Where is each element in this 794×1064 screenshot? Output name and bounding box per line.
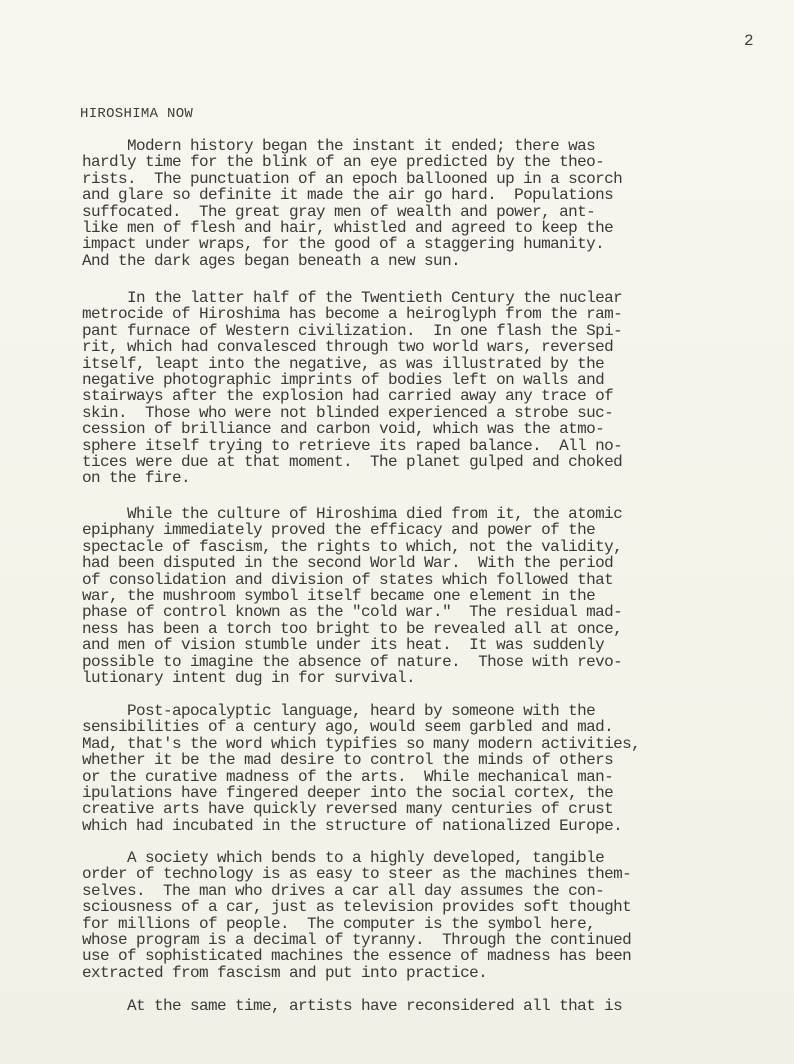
text-line: pant furnace of Western civilization. In one flash the Spi- [82, 321, 623, 340]
text-line: epiphany immediately proved the efficacy and power of the [82, 521, 596, 540]
text-line: suffocated. The great gray men of wealth and power, ant- [82, 202, 596, 221]
text-line: impact under wraps, for the good of a staggering humanity. [82, 235, 605, 254]
text-line: possible to imagine the absence of nature. Those with revo- [82, 652, 623, 671]
text-line: ness has been a torch too bright to be revealed all at once, [82, 619, 623, 638]
text-line: skin. Those who were not blinded experienced a strobe suc- [82, 403, 614, 422]
text-line: creative arts have quickly reversed many centuries of crust [82, 800, 614, 819]
text-line: In the latter half of the Twentieth Century the nuclear [82, 289, 623, 307]
text-line: like men of flesh and hair, whistled and agreed to keep the [82, 219, 614, 238]
text-line: A society which bends to a highly developed, tangible [82, 849, 605, 867]
text-line: sphere itself trying to retrieve its raped balance. All no- [82, 436, 623, 455]
text-line: lutionary intent dug in for survival. [82, 669, 416, 688]
text-line: use of sophisticated machines the essence of madness has been [82, 947, 632, 966]
text-line: selves. The man who drives a car all day assumes the con- [82, 881, 605, 900]
text-line: tices were due at that moment. The planet gulped and choked [82, 453, 623, 472]
text-line: whose program is a decimal of tyranny. Through the continued [82, 931, 632, 950]
text-line: of consolidation and division of states which followed that [82, 570, 614, 589]
text-line: and men of vision stumble under its heat. It was suddenly [82, 636, 605, 655]
text-line: Mad, that's the word which typifies so many modern activities, [82, 734, 641, 753]
text-line: which had incubated in the structure of nationalized Europe. [82, 816, 623, 835]
text-line: cession of brilliance and carbon void, which was the atmo- [82, 420, 605, 439]
page-number: 2 [744, 32, 754, 50]
text-line: stairways after the explosion had carried away any trace of [82, 387, 614, 406]
text-line: war, the mushroom symbol itself became one element in the [82, 587, 596, 606]
text-line: spectacle of fascism, the rights to which, not the validity, [82, 537, 623, 556]
paragraph-6 [82, 998, 622, 1014]
text-line: Modern history began the instant it ended; there was [82, 137, 596, 155]
text-line: While the culture of Hiroshima died from it, the atomic [82, 505, 623, 523]
text-line: Post-apocalyptic language, heard by someone with the [82, 702, 596, 720]
text-line: and glare so definite it made the air go hard. Populations [82, 186, 614, 205]
text-line: order of technology is as easy to steer as the machines them- [82, 865, 632, 884]
text-line: extracted from fascism and put into practice. [82, 963, 488, 982]
text-line: phase of control known as the "cold war." The residual mad- [82, 603, 623, 622]
text-line: ipulations have fingered deeper into the social cortex, the [82, 784, 614, 803]
paragraph-2 [82, 290, 622, 487]
text-line: rit, which had convalesced through two world wars, reversed [82, 338, 614, 357]
text-line: had been disputed in the second World War. With the period [82, 554, 614, 573]
document-title: HIROSHIMA NOW [80, 106, 194, 122]
text-line: At the same time, artists have reconsidered all that is [82, 997, 623, 1015]
text-line: And the dark ages began beneath a new sun. [82, 251, 461, 270]
paragraph-1 [82, 138, 622, 269]
text-line: negative photographic imprints of bodies left on walls and [82, 371, 605, 390]
text-line: hardly time for the blink of an eye predicted by the theo- [82, 153, 605, 172]
paragraph-4 [82, 703, 640, 834]
text-line: on the fire. [82, 469, 191, 488]
paragraph-5 [82, 850, 631, 981]
text-line: sciousness of a car, just as television provides soft thought [82, 898, 632, 917]
text-line: for millions of people. The computer is the symbol here, [82, 914, 596, 933]
text-line: sensibilities of a century ago, would seem garbled and mad. [82, 718, 614, 737]
text-line: or the curative madness of the arts. While mechanical man- [82, 767, 614, 786]
text-line: rists. The punctuation of an epoch ballooned up in a scorch [82, 169, 623, 188]
text-line: metrocide of Hiroshima has become a heiroglyph from the ram- [82, 305, 623, 324]
paragraph-3 [82, 506, 622, 686]
text-line: whether it be the mad desire to control the minds of others [82, 751, 614, 770]
text-line: itself, leapt into the negative, as was illustrated by the [82, 354, 605, 373]
